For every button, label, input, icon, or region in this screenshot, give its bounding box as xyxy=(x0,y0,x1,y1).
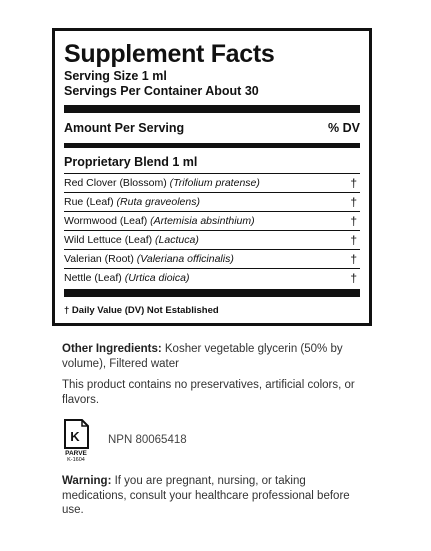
warning-text: If you are pregnant, nursing, or taking medications, consult your healthcare professional before use. xyxy=(62,475,350,516)
servings-per-container: Servings Per Container About 30 xyxy=(64,84,259,98)
other-ingredients-text: Kosher vegetable glycerin (50% by volume), Filtered water xyxy=(62,343,343,370)
ingredient-latin: (Urtica dioica) xyxy=(124,272,190,284)
other-ingredients xyxy=(62,342,367,371)
warning xyxy=(62,474,367,518)
ingredient-row xyxy=(64,269,360,287)
ingredient-dv: † xyxy=(350,271,357,285)
ingredient-name: Wormwood (Leaf) (Artemisia absinthium) xyxy=(64,215,255,227)
kosher-parve-icon xyxy=(62,418,90,462)
ingredient-latin: (Trifolium pratense) xyxy=(169,177,260,189)
npn-number: NPN 80065418 xyxy=(108,434,187,446)
ingredient-name: Wild Lettuce (Leaf) (Lactuca) xyxy=(64,234,199,246)
supplement-facts-panel xyxy=(52,28,372,326)
ingredient-dv: † xyxy=(350,233,357,247)
proprietary-blend: Proprietary Blend 1 ml xyxy=(64,155,198,169)
other-ingredients-label: Other Ingredients: xyxy=(62,343,162,355)
ingredient-list xyxy=(64,173,360,287)
ingredient-row xyxy=(64,193,360,212)
kosher-symbol: K xyxy=(70,429,80,444)
ingredient-row xyxy=(64,212,360,231)
ingredient-dv: † xyxy=(350,252,357,266)
amount-per-serving-row xyxy=(64,113,360,140)
dv-header: % DV xyxy=(328,121,360,135)
ingredient-name: Nettle (Leaf) (Urtica dioica) xyxy=(64,272,190,284)
ingredient-dv: † xyxy=(350,176,357,190)
ingredient-dv: † xyxy=(350,214,357,228)
divider-medium xyxy=(64,143,360,148)
ingredient-row xyxy=(64,231,360,250)
facts-title: Supplement Facts xyxy=(64,40,275,68)
ingredient-name: Valerian (Root) (Valeriana officinalis) xyxy=(64,253,234,265)
ingredient-row xyxy=(64,250,360,269)
ingredient-name: Rue (Leaf) (Ruta graveolens) xyxy=(64,196,200,208)
ingredient-latin: (Lactuca) xyxy=(155,234,199,246)
serving-size: Serving Size 1 ml xyxy=(64,69,167,83)
ingredient-latin: (Valeriana officinalis) xyxy=(136,253,234,265)
amount-per-serving-label: Amount Per Serving xyxy=(64,121,185,135)
ingredient-latin: (Artemisia absinthium) xyxy=(150,215,255,227)
ingredient-row xyxy=(64,174,360,193)
divider-bottom xyxy=(64,289,360,297)
divider-thick xyxy=(64,105,360,113)
certification-row xyxy=(62,418,187,462)
kosher-code: K-1604 xyxy=(67,457,85,462)
kosher-word: PARVE xyxy=(65,450,87,457)
warning-label: Warning: xyxy=(62,475,112,487)
dv-footnote: † Daily Value (DV) Not Established xyxy=(64,305,219,316)
ingredient-name: Red Clover (Blossom) (Trifolium pratense) xyxy=(64,177,260,189)
ingredient-dv: † xyxy=(350,195,357,209)
preservatives-note: This product contains no preservatives, artificial colors, or flavors. xyxy=(62,379,355,406)
ingredient-latin: (Ruta graveolens) xyxy=(116,196,200,208)
